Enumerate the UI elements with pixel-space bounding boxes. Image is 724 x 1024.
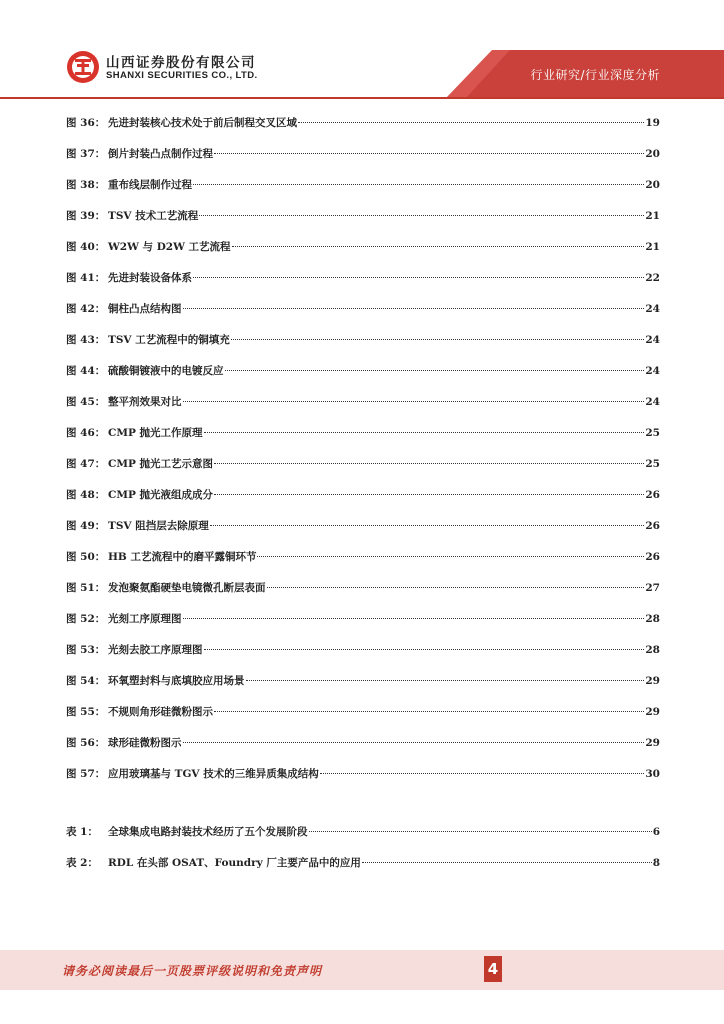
toc-entry-title: 先进封装设备体系 (108, 272, 192, 284)
toc-figure-row[interactable] (66, 608, 660, 639)
toc-entry-title: RDL 在头部 OSAT、Foundry 厂主要产品中的应用 (108, 857, 361, 869)
toc-entry-label: 图 49： (66, 520, 106, 532)
company-name-en: SHANXI SECURITIES CO., LTD. (106, 70, 258, 81)
toc-entry-title: 先进封装核心技术处于前后制程交叉区域 (108, 117, 297, 129)
toc-entry-title: 光刻去胶工序原理图 (108, 644, 203, 656)
toc-figure-row[interactable] (66, 143, 660, 174)
toc-entry-label: 表 1： (66, 826, 98, 838)
toc-entry-page: 22 (645, 272, 660, 284)
toc-entry-title: 环氧塑封料与底填胶应用场景 (108, 675, 245, 687)
toc-entry-title: CMP 抛光液组成成分 (108, 489, 214, 501)
toc-leader-dots (362, 862, 652, 863)
table-of-contents (66, 112, 660, 883)
toc-figure-row[interactable] (66, 236, 660, 267)
toc-entry-title: CMP 抛光工作原理 (108, 427, 203, 439)
toc-entry-title: 球形硅微粉图示 (108, 737, 182, 749)
toc-entry-label: 表 2： (66, 857, 98, 869)
toc-leader-dots (204, 432, 645, 433)
toc-entry-page: 26 (645, 551, 660, 563)
toc-leader-dots (298, 122, 644, 123)
toc-entry-label: 图 40： (66, 241, 106, 253)
toc-leader-dots (204, 649, 645, 650)
toc-entry-page: 28 (645, 613, 660, 625)
toc-entry-label: 图 46： (66, 427, 106, 439)
table-list (66, 821, 660, 883)
toc-entry-title: W2W 与 D2W 工艺流程 (108, 241, 231, 253)
toc-entry-title: CMP 抛光工艺示意图 (108, 458, 214, 470)
toc-figure-row[interactable] (66, 546, 660, 577)
toc-table-row[interactable] (66, 821, 660, 852)
toc-entry-label: 图 53： (66, 644, 106, 656)
toc-entry-label: 图 37： (66, 148, 106, 160)
toc-figure-row[interactable] (66, 484, 660, 515)
toc-entry-page: 24 (645, 303, 660, 315)
toc-entry-page: 29 (645, 737, 660, 749)
toc-entry-title: 全球集成电路封装技术经历了五个发展阶段 (108, 826, 308, 838)
toc-figure-row[interactable] (66, 267, 660, 298)
toc-entry-label: 图 55： (66, 706, 106, 718)
toc-entry-page: 21 (645, 241, 660, 253)
toc-leader-dots (225, 370, 645, 371)
toc-entry-title: TSV 阻挡层去除原理 (108, 520, 209, 532)
toc-figure-row[interactable] (66, 112, 660, 143)
company-logo-icon (66, 50, 100, 84)
toc-figure-row[interactable] (66, 763, 660, 794)
toc-entry-page: 27 (645, 582, 660, 594)
toc-figure-row[interactable] (66, 701, 660, 732)
toc-entry-label: 图 54： (66, 675, 106, 687)
toc-entry-title: 发泡聚氨酯硬垫电镜微孔断层表面 (108, 582, 266, 594)
toc-entry-label: 图 44： (66, 365, 106, 377)
company-name-cn: 山西证券股份有限公司 (106, 55, 256, 71)
toc-figure-row[interactable] (66, 205, 660, 236)
toc-entry-title: 重布线层制作过程 (108, 179, 192, 191)
toc-entry-title: TSV 技术工艺流程 (108, 210, 199, 222)
toc-figure-row[interactable] (66, 391, 660, 422)
toc-leader-dots (210, 525, 645, 526)
toc-entry-title: 不规则角形硅微粉图示 (108, 706, 213, 718)
toc-leader-dots (183, 401, 645, 402)
toc-entry-page: 24 (645, 334, 660, 346)
toc-leader-dots (257, 556, 644, 557)
toc-leader-dots (214, 463, 644, 464)
toc-leader-dots (214, 494, 644, 495)
toc-figure-row[interactable] (66, 515, 660, 546)
toc-entry-label: 图 48： (66, 489, 106, 501)
toc-leader-dots (214, 711, 644, 712)
toc-figure-row[interactable] (66, 732, 660, 763)
header-divider (0, 97, 724, 99)
page-number: 4 (484, 956, 502, 982)
toc-entry-page: 20 (645, 179, 660, 191)
figure-list (66, 112, 660, 794)
toc-entry-label: 图 57： (66, 768, 106, 780)
toc-leader-dots (246, 680, 645, 681)
toc-entry-label: 图 51： (66, 582, 106, 594)
toc-figure-row[interactable] (66, 453, 660, 484)
toc-figure-row[interactable] (66, 360, 660, 391)
toc-leader-dots (231, 339, 645, 340)
toc-table-row[interactable] (66, 852, 660, 883)
toc-entry-title: 应用玻璃基与 TGV 技术的三维异质集成结构 (108, 768, 319, 780)
toc-entry-title: 倒片封装凸点制作过程 (108, 148, 213, 160)
toc-leader-dots (320, 773, 645, 774)
toc-entry-page: 21 (645, 210, 660, 222)
toc-entry-page: 25 (645, 458, 660, 470)
toc-entry-title: 硫酸铜镀液中的电镀反应 (108, 365, 224, 377)
toc-figure-row[interactable] (66, 329, 660, 360)
toc-entry-page: 28 (645, 644, 660, 656)
toc-entry-title: 整平剂效果对比 (108, 396, 182, 408)
toc-entry-label: 图 42： (66, 303, 106, 315)
toc-figure-row[interactable] (66, 577, 660, 608)
toc-entry-title: HB 工艺流程中的磨平露铜环节 (108, 551, 257, 563)
toc-entry-page: 29 (645, 706, 660, 718)
toc-entry-title: 铜柱凸点结构图 (108, 303, 182, 315)
toc-leader-dots (199, 215, 644, 216)
toc-entry-page: 25 (645, 427, 660, 439)
toc-leader-dots (183, 742, 645, 743)
toc-entry-page: 6 (652, 826, 660, 838)
toc-entry-title: TSV 工艺流程中的铜填充 (108, 334, 230, 346)
toc-entry-page: 26 (645, 520, 660, 532)
toc-figure-row[interactable] (66, 422, 660, 453)
toc-entry-page: 24 (645, 396, 660, 408)
toc-leader-dots (309, 831, 652, 832)
toc-entry-label: 图 39： (66, 210, 106, 222)
toc-entry-page: 30 (645, 768, 660, 780)
toc-leader-dots (183, 618, 645, 619)
toc-leader-dots (193, 184, 644, 185)
disclaimer-note: 请务必阅读最后一页股票评级说明和免责声明 (62, 964, 323, 978)
toc-entry-label: 图 52： (66, 613, 106, 625)
toc-leader-dots (232, 246, 645, 247)
toc-entry-label: 图 56： (66, 737, 106, 749)
toc-figure-row[interactable] (66, 670, 660, 701)
toc-entry-label: 图 47： (66, 458, 106, 470)
page-header (0, 0, 724, 100)
toc-leader-dots (183, 308, 645, 309)
toc-entry-page: 26 (645, 489, 660, 501)
toc-entry-page: 8 (652, 857, 660, 869)
toc-entry-label: 图 45： (66, 396, 106, 408)
toc-entry-label: 图 36： (66, 117, 106, 129)
toc-figure-row[interactable] (66, 639, 660, 670)
toc-entry-page: 19 (645, 117, 660, 129)
toc-entry-page: 20 (645, 148, 660, 160)
toc-leader-dots (267, 587, 645, 588)
toc-entry-label: 图 50： (66, 551, 106, 563)
toc-entry-label: 图 41： (66, 272, 106, 284)
toc-entry-label: 图 38： (66, 179, 106, 191)
toc-entry-title: 光刻工序原理图 (108, 613, 182, 625)
toc-entry-label: 图 43： (66, 334, 106, 346)
toc-entry-page: 24 (645, 365, 660, 377)
toc-leader-dots (193, 277, 644, 278)
toc-entry-page: 29 (645, 675, 660, 687)
toc-figure-row[interactable] (66, 174, 660, 205)
report-category: 行业研究/行业深度分析 (530, 68, 660, 82)
toc-leader-dots (214, 153, 644, 154)
section-gap (66, 794, 660, 821)
toc-figure-row[interactable] (66, 298, 660, 329)
